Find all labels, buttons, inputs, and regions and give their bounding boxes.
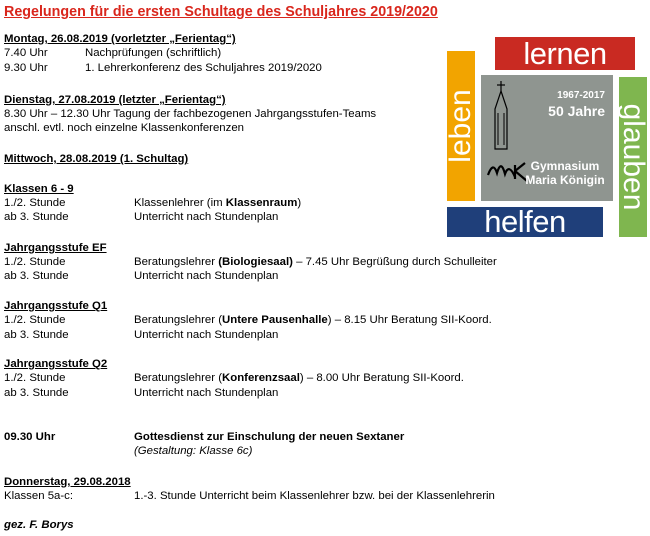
monday-heading: Montag, 26.08.2019 (vorletzter „Ferientag“) xyxy=(4,33,236,45)
monday-time-2: 9.30 Uhr xyxy=(4,62,48,74)
group-period-2: ab 3. Stunde xyxy=(4,329,69,341)
group-detail-1: Beratungslehrer (Untere Pausenhalle) – 8.15 Uhr Beratung SII-Koord. xyxy=(134,314,492,326)
school-logo xyxy=(444,36,650,239)
thursday-heading: Donnerstag, 29.08.2018 xyxy=(4,476,131,488)
logo-word-bottom: helfen xyxy=(447,207,603,237)
group-period-1: 1./2. Stunde xyxy=(4,197,66,209)
tuesday-line-2: anschl. evtl. noch einzelne Klassenkonferenzen xyxy=(4,122,244,134)
group-detail-2: Unterricht nach Stundenplan xyxy=(134,387,279,399)
group-period-1: 1./2. Stunde xyxy=(4,314,66,326)
logo-word-top: lernen xyxy=(495,37,635,70)
monday-time-1: 7.40 Uhr xyxy=(4,47,48,59)
group-heading: Klassen 6 - 9 xyxy=(4,183,74,195)
tuesday-line-1: 8.30 Uhr – 12.30 Uhr Tagung der fachbezogenen Jahrgangsstufen-Teams xyxy=(4,108,377,120)
logo-years: 1967-2017 xyxy=(557,90,605,101)
monday-text-2: 1. Lehrerkonferenz des Schuljahres 2019/2020 xyxy=(85,62,322,74)
group-detail-2: Unterricht nach Stundenplan xyxy=(134,270,279,282)
thursday-label: Klassen 5a-c: xyxy=(4,490,74,502)
logo-center-panel xyxy=(481,75,613,201)
logo-left-bar xyxy=(444,51,477,201)
group-period-1: 1./2. Stunde xyxy=(4,256,66,268)
group-detail-2: Unterricht nach Stundenplan xyxy=(134,211,279,223)
group-period-2: ab 3. Stunde xyxy=(4,387,69,399)
group-detail-1: Klassenlehrer (im Klassenraum) xyxy=(134,197,302,209)
group-period-1: 1./2. Stunde xyxy=(4,372,66,384)
page-title: Regelungen für die ersten Schultage des Schuljahres 2019/2020 xyxy=(4,4,438,20)
group-heading: Jahrgangsstufe Q2 xyxy=(4,358,108,370)
logo-word-left: leben xyxy=(444,89,477,163)
group-period-2: ab 3. Stunde xyxy=(4,270,69,282)
logo-right-bar xyxy=(617,77,650,237)
group-period-2: ab 3. Stunde xyxy=(4,211,69,223)
logo-school-line-2: Maria Königin xyxy=(525,173,605,187)
group-detail-2: Unterricht nach Stundenplan xyxy=(134,329,279,341)
service-text: Gottesdienst zur Einschulung der neuen Sextaner xyxy=(134,431,405,443)
group-detail-1: Beratungslehrer (Biologiesaal) – 7.45 Uhr Begrüßung durch Schulleiter xyxy=(134,256,497,268)
logo-school-line-1: Gymnasium xyxy=(530,159,600,173)
group-detail-1: Beratungslehrer (Konferenzsaal) – 8.00 Uhr Beratung SII-Koord. xyxy=(134,372,464,384)
logo-school-name xyxy=(481,159,613,187)
group-heading: Jahrgangsstufe EF xyxy=(4,242,107,254)
thursday-text: 1.-3. Stunde Unterricht beim Klassenlehrer bzw. bei der Klassenlehrerin xyxy=(134,490,495,502)
group-heading: Jahrgangsstufe Q1 xyxy=(4,300,108,312)
monday-text-1: Nachprüfungen (schriftlich) xyxy=(85,47,222,59)
tuesday-heading: Dienstag, 27.08.2019 (letzter „Ferientag“) xyxy=(4,94,226,106)
logo-anniversary: 50 Jahre xyxy=(548,103,605,119)
logo-word-right: glauben xyxy=(617,103,650,211)
wednesday-heading: Mittwoch, 28.08.2019 (1. Schultag) xyxy=(4,153,189,165)
signature: gez. F. Borys xyxy=(4,519,74,531)
service-note: (Gestaltung: Klasse 6c) xyxy=(134,445,253,457)
service-time: 09.30 Uhr xyxy=(4,431,56,443)
